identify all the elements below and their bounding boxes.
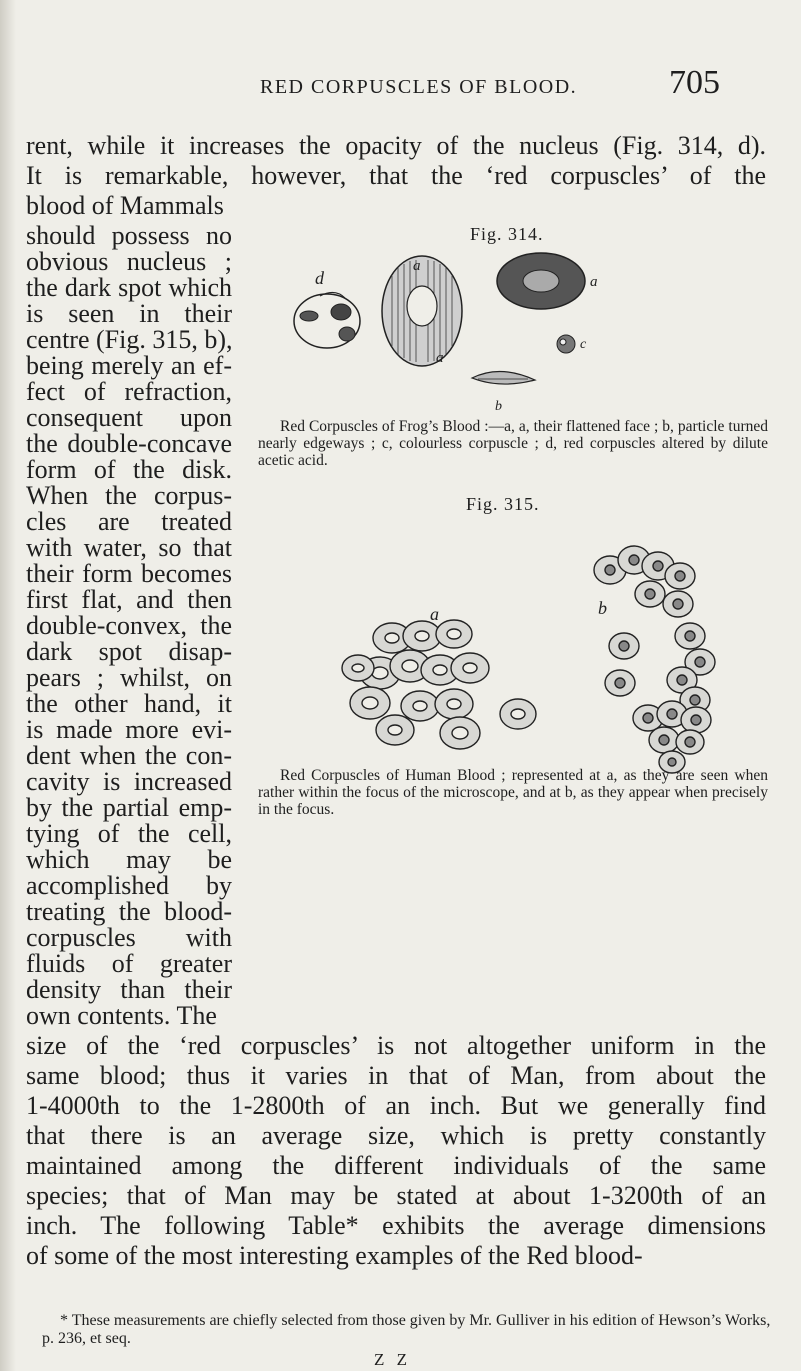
text-line: accomplished by — [26, 871, 232, 900]
text-line: fluids of greater — [26, 949, 232, 978]
text-line: being merely an ef- — [26, 351, 232, 380]
fig-314-illustration — [250, 246, 770, 414]
text-line: pears ; whilst, on — [26, 663, 232, 692]
text-line: obvious nucleus ; — [26, 247, 232, 276]
text-line: is made more evi- — [26, 715, 232, 744]
label-a-mid: a — [436, 350, 444, 366]
colourless-corpuscle-c — [557, 335, 575, 353]
text-line: consequent upon — [26, 403, 232, 432]
fig-314-caption — [258, 418, 768, 469]
text-line: same blood; thus it varies in that of Man, from about the — [26, 1061, 766, 1090]
text-line: that there is an average size, which is pretty constantly — [26, 1121, 766, 1150]
text-line: fect of refraction, — [26, 377, 232, 406]
label-b: b — [598, 598, 607, 618]
text-line: 1-4000th to the 1-2800th of an inch. But we generally find — [26, 1091, 766, 1120]
text-line: size of the ‘red corpuscles’ is not altogether uniform in the — [26, 1031, 766, 1060]
label-c: c — [580, 337, 587, 352]
label-a-left: a — [413, 258, 421, 274]
text-line: blood of Mammals — [26, 191, 224, 220]
text-line: corpuscles with — [26, 923, 232, 952]
fig-315-caption — [258, 767, 768, 818]
text-line: species; that of Man may be stated at about 1-3200th of an — [26, 1181, 766, 1210]
text-line: maintained among the different individuals of the same — [26, 1151, 766, 1180]
label-a-right: a — [590, 274, 598, 290]
corpuscles-group-b — [594, 546, 715, 773]
text-line: centre (Fig. 315, b), — [26, 325, 233, 354]
text-line: own contents. The — [26, 1001, 217, 1030]
text-line: When the corpus- — [26, 481, 232, 510]
label-a: a — [430, 604, 439, 624]
corpuscles-group-a — [342, 620, 536, 749]
altered-corpuscles-d — [294, 292, 360, 348]
text-line: tying of the cell, — [26, 819, 232, 848]
text-line: by the partial emp- — [26, 793, 232, 822]
page-edge-shadow — [0, 0, 16, 1371]
signature-mark: Z Z — [374, 1350, 412, 1369]
fig-315-title: Fig. 315. — [466, 494, 540, 514]
text-line: inch. The following Table* exhibits the average dimensions — [26, 1211, 766, 1240]
text-line: the other hand, it — [26, 689, 232, 718]
label-b: b — [495, 399, 502, 414]
running-head: RED CORPUSCLES OF BLOOD. — [260, 76, 578, 98]
text-line: first flat, and then — [26, 585, 232, 614]
text-line: their form becomes — [26, 559, 232, 588]
text-line: dark spot disap- — [26, 637, 232, 666]
text-line: treating the blood- — [26, 897, 232, 926]
text-line: double-convex, the — [26, 611, 232, 640]
text-line: form of the disk. — [26, 455, 232, 484]
text-line: with water, so that — [26, 533, 232, 562]
page-number: 705 — [669, 64, 720, 101]
text-line: the double-concave — [26, 429, 232, 458]
edgeways-particle-b — [472, 371, 535, 384]
fig-315-illustration — [270, 518, 770, 763]
fig-314-caption-text: Red Corpuscles of Frog’s Blood :—a, a, their flattened face ; b, particle turned nearly edgeways ; c, colourless corpuscle ; d, red corpuscles altered by dilute acetic acid. — [258, 418, 768, 469]
text-line: the dark spot which — [26, 273, 232, 302]
text-line: It is remarkable, however, that the ‘red corpuscles’ of the — [26, 161, 766, 190]
frog-corpuscle-face-2 — [497, 253, 585, 309]
text-line: dent when the con- — [26, 741, 232, 770]
fig-314-title: Fig. 314. — [470, 224, 544, 244]
text-line: of some of the most interesting examples of the Red blood- — [26, 1241, 643, 1270]
label-d: d — [315, 268, 324, 288]
footnote — [42, 1312, 772, 1348]
footnote-text: * These measurements are chiefly selected from those given by Mr. Gulliver in his edition of Hewson’s Works, p. 236, et seq. — [42, 1312, 771, 1347]
frog-corpuscle-face — [382, 256, 462, 366]
text-line: which may be — [26, 845, 232, 874]
fig-315-caption-text: Red Corpuscles of Human Blood ; represented at a, as they are seen when rather within the focus of the microscope, and at b, as they appear when precisely in the focus. — [258, 767, 768, 818]
page-header — [220, 64, 720, 104]
text-line: rent, while it increases the opacity of the nucleus (Fig. 314, d). — [26, 131, 766, 160]
text-line: cavity is increased — [26, 767, 232, 796]
text-line: should possess no — [26, 221, 232, 250]
text-line: is seen in their — [26, 299, 232, 328]
text-line: cles are treated — [26, 507, 232, 536]
text-line: density than their — [26, 975, 232, 1004]
